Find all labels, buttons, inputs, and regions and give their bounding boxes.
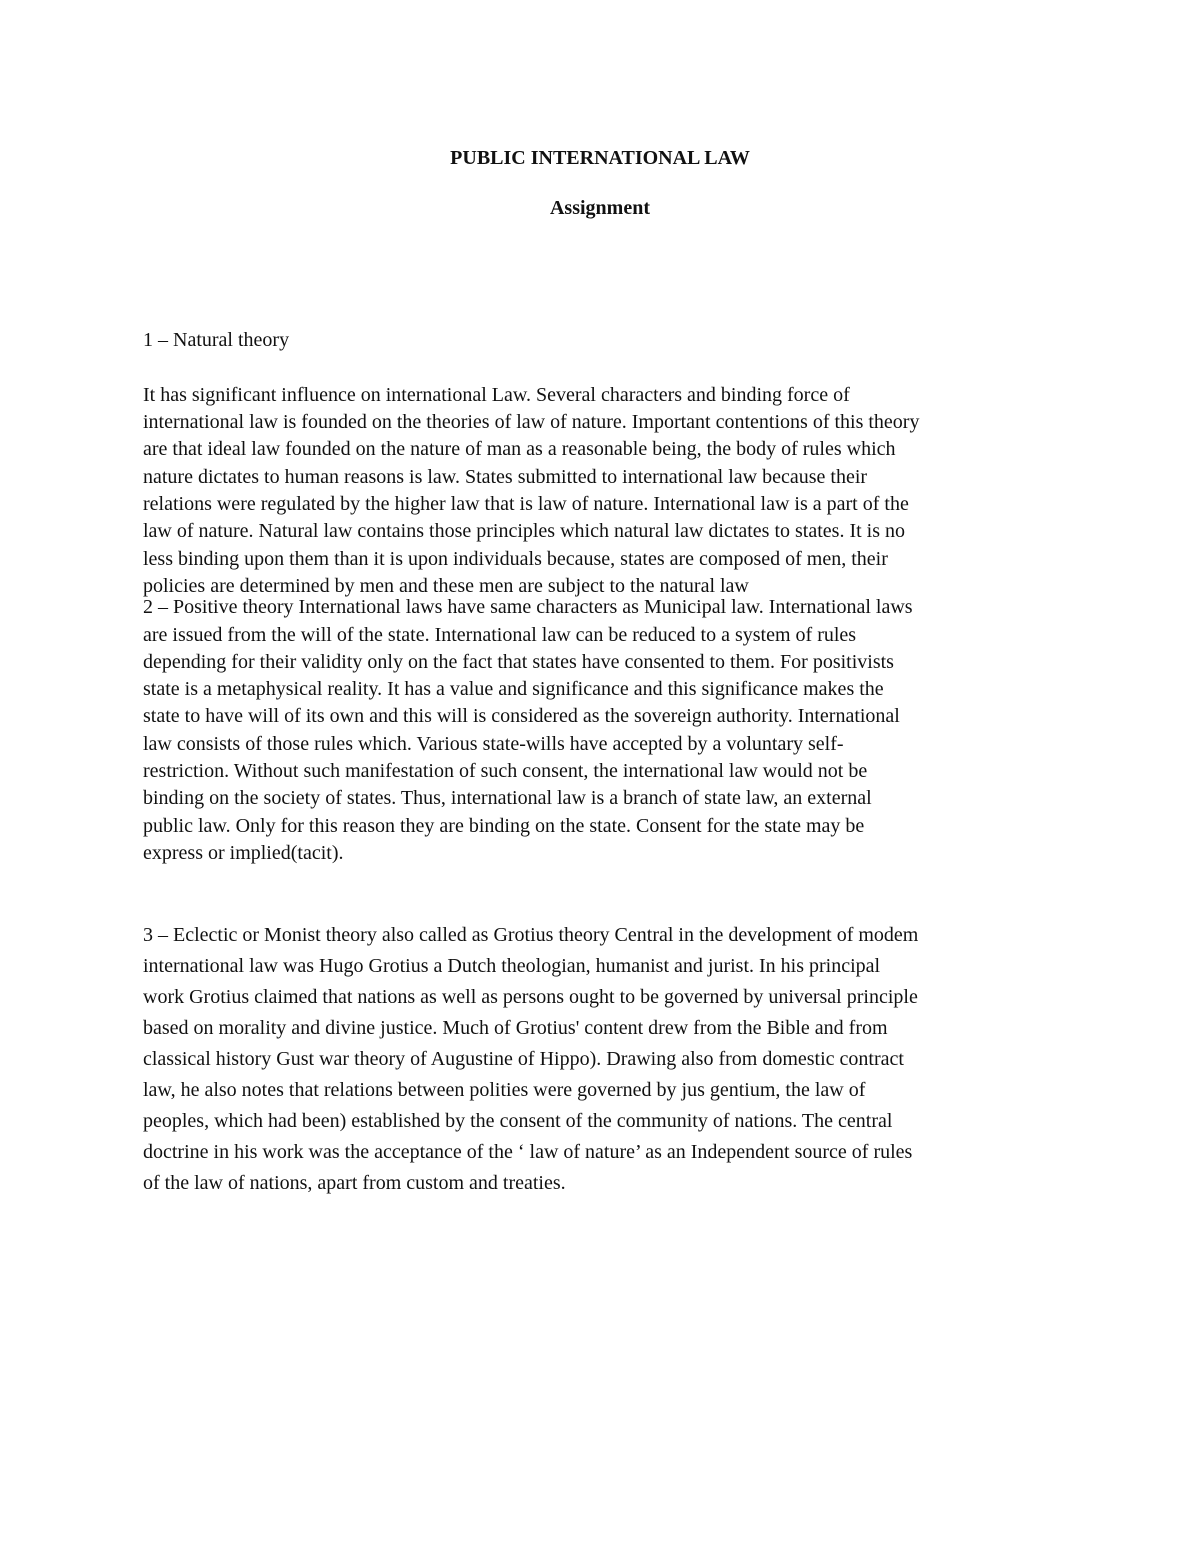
document-subtitle: Assignment bbox=[549, 197, 650, 219]
section-paragraph: 3 – Eclectic or Monist theory also called as Grotius theory Central in the development of modem international law was Hugo Grotius a Dutch theologian, humanist and jurist. In his principal work Grotius claimed that nations as well as persons ought to be governed by universal principle based on morality and divine justice. Much of Grotius' content drew from the Bible and from classical history Gust war theory of Augustine of Hippo). Drawing also from domestic contract law, he also notes that relations between polities were governed by jus gentium, the law of peoples, which had been) established by the consent of the community of nations. The central doctrine in his work was the acceptance of the ‘ law of nature’ as an Independent source of rules of the law of nations, apart from custom and treaties. bbox=[143, 924, 919, 1194]
section-eclectic-theory bbox=[143, 889, 1073, 1230]
document-title: PUBLIC INTERNATIONAL LAW bbox=[450, 147, 750, 169]
section-paragraph: 2 – Positive theory International laws have same characters as Municipal law. International laws are issued from the will of the state. International law can be reduced to a system of rules depending for their validity only on the fact that states have consented to them. For positivists state is a metaphysical reality. It has a value and significance and this significance makes the state to have will of its own and this will is considered as the sovereign authority. International law consists of those rules which. Various state-wills have accepted by a voluntary self- restriction. Without such manifestation of such consent, the international law would not be binding on the society of states. Thus, international law is a branch of state law, an external public law. Only for this reason they are binding on the state. Consent for the state may be express or implied(tacit). bbox=[143, 596, 913, 864]
section-paragraph: It has significant influence on international Law. Several characters and binding force of international law is founded on the theories of law of nature. Important contentions of this theory are that ideal law founded on the nature of man as a reasonable being, the body of rules which nature dictates to human reasons is law. States submitted to international law because their relations were regulated by the higher law that is law of nature. International law is a part of the law of nature. Natural law contains those principles which natural law dictates to states. It is no less binding upon them than it is upon individuals because, states are composed of men, their policies are determined by men and these men are subject to the natural law bbox=[143, 383, 920, 597]
section-heading: 1 – Natural theory bbox=[143, 329, 290, 352]
section-positive-theory bbox=[143, 567, 1073, 895]
